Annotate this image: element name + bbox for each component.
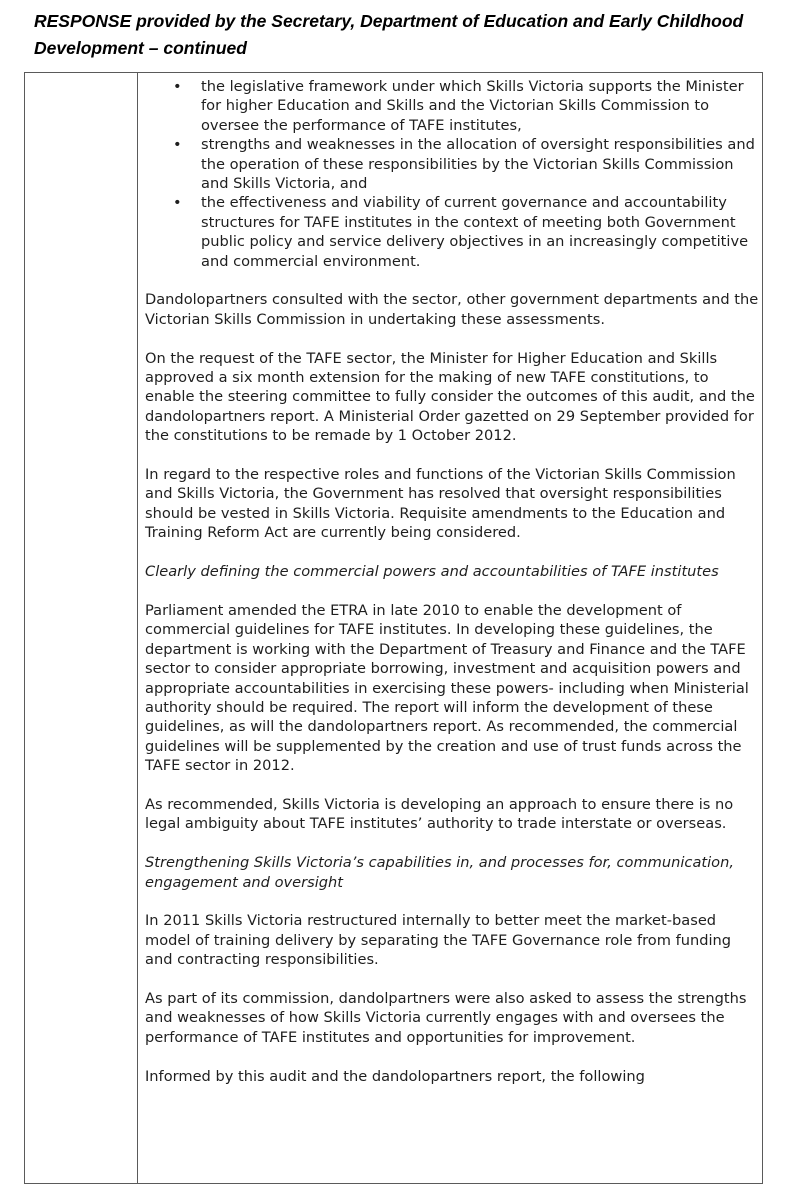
bullet-text: the effectiveness and viability of current governance and accountability structures for TAFE institutes in the context of meeting both Government public policy and service delivery objectives in an increasingly competitive and commercial environment. <box>201 194 749 270</box>
bullet-icon: • <box>173 194 182 212</box>
response-text-column <box>145 77 759 1105</box>
subheading-capabilities: Strengthening Skills Victoria’s capabilities in, and processes for, communication, engagement and oversight <box>145 854 734 891</box>
bullet-icon: • <box>173 78 182 95</box>
paragraph-roles: In regard to the respective roles and functions of the Victorian Skills Commission and Skills Victoria, the Government has resolved that oversight responsibilities should be vested in Skills Victoria. Requisite amendments to the Education and Training Reform Act are currently being considered. <box>145 466 736 542</box>
paragraph-legal-ambiguity: As recommended, Skills Victoria is developing an approach to ensure there is no legal ambiguity about TAFE institutes’ authority to trade interstate or overseas. <box>145 795 734 833</box>
paragraph-restructure: In 2011 Skills Victoria restructured internally to better meet the market-based model of training delivery by separating the TAFE Governance role from funding and contracting responsibilities. <box>145 912 732 969</box>
paragraph-commission: As part of its commission, dandolpartners were also asked to assess the strengths and weaknesses of how Skills Victoria currently engages with and oversees the performance of TAFE institutes and opportunities for improvement. <box>145 989 747 1046</box>
paragraph-consultation: Dandolopartners consulted with the sector, other government departments and the Victorian Skills Commission in undertaking these assessments. <box>145 291 759 328</box>
page-heading: RESPONSE provided by the Secretary, Department of Education and Early Childhood Development – continued <box>34 11 744 58</box>
bullet-item <box>145 135 759 193</box>
response-table <box>24 72 763 1184</box>
bullet-item <box>145 77 759 135</box>
paragraph-informed: Informed by this audit and the dandolopartners report, the following <box>145 1067 645 1085</box>
subheading-commercial-powers: Clearly defining the commercial powers and accountabilities of TAFE institutes <box>145 563 719 581</box>
bullet-item <box>145 193 759 271</box>
bullet-text: strengths and weaknesses in the allocation of oversight responsibilities and the operation of these responsibilities by the Victorian Skills Commission and Skills Victoria, and <box>201 136 755 193</box>
paragraph-etra: Parliament amended the ETRA in late 2010 to enable the development of commercial guidelines for TAFE institutes. In developing these guidelines, the department is working with the Department of Treasury and Finance and the TAFE sector to consider appropriate borrowing, investment and acquisition powers and appropriate accountabilities in exercising these powers- including when Ministerial authority should be required. The report will inform the development of these guidelines, as will the dandolopartners report. As recommended, the commercial guidelines will be supplemented by the creation and use of trust funds across the TAFE sector in 2012. <box>145 601 749 775</box>
bullet-text: the legislative framework under which Skills Victoria supports the Minister for higher Education and Skills and the Victorian Skills Commission to oversee the performance of TAFE institutes, <box>201 78 744 134</box>
assessment-bullet-list <box>145 77 759 271</box>
bullet-icon: • <box>173 136 182 154</box>
paragraph-extension: On the request of the TAFE sector, the Minister for Higher Education and Skills approved a six month extension for the making of new TAFE constitutions, to enable the steering committee to fully consider the outcomes of this audit, and the dandolopartners report. A Ministerial Order gazetted on 29 September provided for the constitutions to be remade by 1 October 2012. <box>145 349 755 445</box>
column-divider <box>137 73 138 1183</box>
